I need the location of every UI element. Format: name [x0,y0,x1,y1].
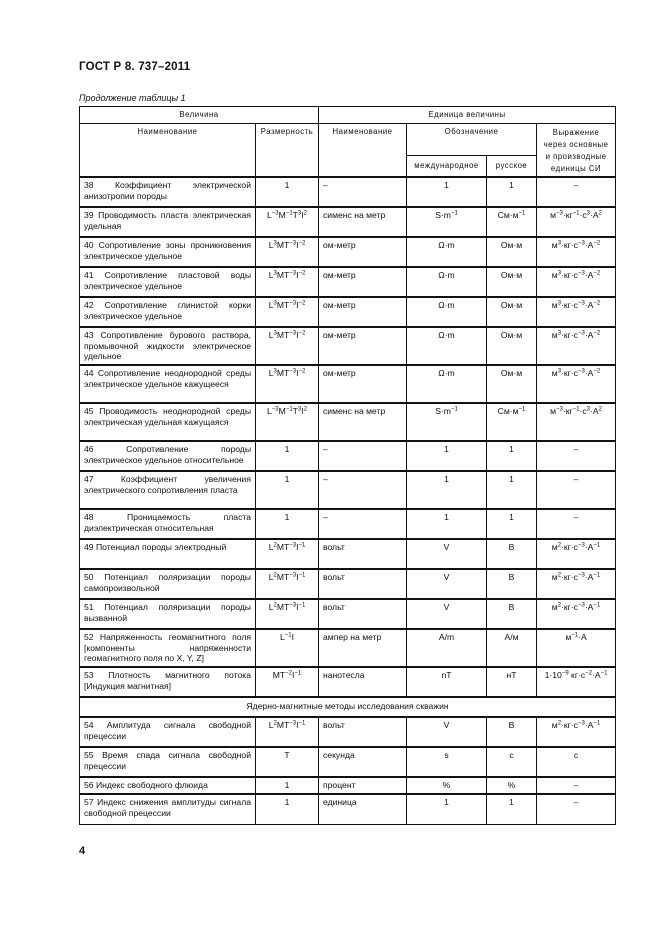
table-row [80,629,616,667]
quantity-name-cell: 50 Потенциал поляризации породы самопроизвольной [80,569,256,599]
quantity-name-cell: 45 Проводимость неоднородной среды электрическая удельная кажущаяся [80,403,256,441]
dimension-cell: $L^2MT^{-3}I^{-1}$ [256,717,319,747]
quantity-name-cell: 44 Сопротивление неоднородной среды электрическое удельное кажущееся [80,365,256,403]
header-quantity: Величина [80,107,319,124]
russian-designation-cell: В [487,717,537,747]
russian-designation-cell: В [487,599,537,629]
russian-designation-cell: $См\cdot м^{-1}$ [487,403,537,441]
dimension-cell: $L^3MT^{-3}I^{-2}$ [256,365,319,403]
table-row [80,177,616,207]
table-row [80,237,616,267]
table-row [80,509,616,539]
header-unit-name: Наименование [319,124,407,178]
unit-name-cell: единица [319,794,407,824]
dimension-cell: T [256,747,319,777]
quantity-name-cell: 42 Сопротивление глинистой корки электрическое удельное [80,297,256,327]
russian-designation-cell: Ом·м [487,297,537,327]
table-row [80,569,616,599]
header-russian: русское [487,156,537,177]
table-row [80,794,616,824]
header-designation: Обозначение [407,124,537,156]
international-designation-cell: $S\cdot m^{-1}$ [407,207,487,237]
si-expression-cell: – [537,509,616,539]
table-row [80,667,616,697]
quantity-name-cell: 48 Проницаемость пласта диэлектрическая относительная [80,509,256,539]
si-expression-cell: – [537,471,616,509]
si-expression-cell: $м^3\cdot кг\cdot с^{-3}\cdot А^{-2}$ [537,267,616,297]
russian-designation-cell: Ом·м [487,327,537,365]
international-designation-cell: 1 [407,441,487,471]
unit-name-cell: процент [319,777,407,794]
unit-name-cell: ом-метр [319,365,407,403]
quantity-name-cell: 55 Время спада сигнала свободной прецессии [80,747,256,777]
unit-name-cell: вольт [319,599,407,629]
si-expression-cell: $м^{-1}\cdot А$ [537,629,616,667]
russian-designation-cell: % [487,777,537,794]
russian-designation-cell: 1 [487,177,537,207]
section-heading: Ядерно-магнитные методы исследования скважин [80,697,616,717]
si-expression-cell: $м^3\cdot кг\cdot с^{-3}\cdot А^{-2}$ [537,327,616,365]
russian-designation-cell: Ом·м [487,237,537,267]
russian-designation-cell: $См\cdot м^{-1}$ [487,207,537,237]
russian-designation-cell: Ом·м [487,365,537,403]
table-row [80,717,616,747]
table-row [80,267,616,297]
unit-name-cell: сименс на метр [319,207,407,237]
table-row [80,207,616,237]
quantity-name-cell: 39 Проводимость пласта электрическая удельная [80,207,256,237]
international-designation-cell: A/m [407,629,487,667]
quantity-name-cell: 43 Сопротивление бурового раствора, промывочной жидкости электрическое удельное [80,327,256,365]
dimension-cell: $MT^{-2}I^{-1}$ [256,667,319,697]
dimension-cell: $L^{-1}I$ [256,629,319,667]
si-expression-cell: $м^2\cdot кг\cdot с^{-3}\cdot А^{-1}$ [537,569,616,599]
quantity-name-cell: 46 Сопротивление породы электрическое удельное относительное [80,441,256,471]
dimension-cell: $L^3MT^{-3}I^{-2}$ [256,297,319,327]
si-expression-cell: – [537,441,616,471]
si-expression-cell: $м^2\cdot кг\cdot с^{-3}\cdot А^{-1}$ [537,539,616,569]
russian-designation-cell: В [487,539,537,569]
international-designation-cell: V [407,599,487,629]
si-expression-cell: – [537,177,616,207]
table-row [80,539,616,569]
table-continuation-caption: Продолжение таблицы 1 [79,93,186,103]
international-designation-cell: 1 [407,509,487,539]
si-expression-cell: $м^{-3}\cdot кг^{-1}\cdot с^3\cdot А^2$ [537,403,616,441]
dimension-cell: $L^2MT^{-3}I^{-1}$ [256,599,319,629]
si-expression-cell: $м^2\cdot кг\cdot с^{-3}\cdot А^{-1}$ [537,599,616,629]
unit-name-cell: ом-метр [319,297,407,327]
table-row [80,747,616,777]
table-row [80,777,616,794]
international-designation-cell: 1 [407,471,487,509]
unit-name-cell: сименс на метр [319,403,407,441]
table-row [80,403,616,441]
dimension-cell: 1 [256,509,319,539]
unit-name-cell: – [319,509,407,539]
dimension-cell: $L^3MT^{-3}I^{-2}$ [256,327,319,365]
unit-name-cell: вольт [319,539,407,569]
quantity-name-cell: 38 Коэффициент электрической анизотропии породы [80,177,256,207]
si-expression-cell: $м^3\cdot кг\cdot с^{-3}\cdot А^{-2}$ [537,297,616,327]
si-expression-cell: $м^2\cdot кг\cdot с^{-3}\cdot А^{-1}$ [537,717,616,747]
si-expression-cell: – [537,777,616,794]
russian-designation-cell: 1 [487,509,537,539]
unit-name-cell: – [319,441,407,471]
quantity-name-cell: 47 Коэффициент увеличения электрического сопротивления пласта [80,471,256,509]
russian-designation-cell: нТ [487,667,537,697]
si-expression-cell: – [537,794,616,824]
header-international: международное [407,156,487,177]
quantity-name-cell: 56 Индекс свободного флюида [80,777,256,794]
table-row [80,441,616,471]
quantity-name-cell: 41 Сопротивление пластовой воды электрическое удельное [80,267,256,297]
international-designation-cell: % [407,777,487,794]
table-row [80,599,616,629]
international-designation-cell: nT [407,667,487,697]
unit-name-cell: нанотесла [319,667,407,697]
document-title: ГОСТ Р 8. 737–2011 [79,61,191,73]
international-designation-cell: s [407,747,487,777]
russian-designation-cell: В [487,569,537,599]
unit-name-cell: секунда [319,747,407,777]
header-name: Наименование [80,124,256,178]
international-designation-cell: V [407,569,487,599]
header-dimension: Размерность [256,124,319,178]
unit-name-cell: ом-метр [319,267,407,297]
table-row [80,327,616,365]
unit-name-cell: – [319,177,407,207]
international-designation-cell: Ω·m [407,327,487,365]
dimension-cell: $L^2MT^{-3}I^{-1}$ [256,539,319,569]
international-designation-cell: Ω·m [407,365,487,403]
si-expression-cell: $м^3\cdot кг\cdot с^{-3}\cdot А^{-2}$ [537,365,616,403]
si-expression-cell: $м^3\cdot кг\cdot с^{-3}\cdot А^{-2}$ [537,237,616,267]
table-row [80,471,616,509]
unit-name-cell: ампер на метр [319,629,407,667]
international-designation-cell: Ω·m [407,237,487,267]
dimension-cell: $L^{-3}M^{-1}T^3I^2$ [256,403,319,441]
quantities-table [79,106,616,825]
unit-name-cell: вольт [319,569,407,599]
international-designation-cell: 1 [407,794,487,824]
unit-name-cell: ом-метр [319,237,407,267]
dimension-cell: $L^{-3}M^{-1}T^3I^2$ [256,207,319,237]
international-designation-cell: Ω·m [407,267,487,297]
international-designation-cell: $S\cdot m^{-1}$ [407,403,487,441]
si-expression-cell: $1\cdot 10^{-9}$ $кг\cdot с^{-2}\cdot А^{-1}$ [537,667,616,697]
dimension-cell: 1 [256,777,319,794]
quantity-name-cell: 52 Напряженность геомагнитного поля [компоненты напряженности геомагнитного поля по X, Y, Z] [80,629,256,667]
quantity-name-cell: 54 Амплитуда сигнала свободной прецессии [80,717,256,747]
unit-name-cell: ом-метр [319,327,407,365]
russian-designation-cell: 1 [487,441,537,471]
dimension-cell: 1 [256,794,319,824]
dimension-cell: $L^3MT^{-3}I^{-2}$ [256,267,319,297]
unit-name-cell: – [319,471,407,509]
page-number: 4 [79,845,86,857]
unit-name-cell: вольт [319,717,407,747]
si-expression-cell: $м^{-3}\cdot кг^{-1}\cdot с^3\cdot А^2$ [537,207,616,237]
table-row [80,365,616,403]
dimension-cell: 1 [256,441,319,471]
russian-designation-cell: Ом·м [487,267,537,297]
quantity-name-cell: 53 Плотность магнитного потока [Индукция магнитная] [80,667,256,697]
russian-designation-cell: А/м [487,629,537,667]
quantity-name-cell: 49 Потенциал породы электродный [80,539,256,569]
dimension-cell: 1 [256,177,319,207]
header-unit: Единица величины [319,107,616,124]
russian-designation-cell: с [487,747,537,777]
international-designation-cell: V [407,717,487,747]
dimension-cell: 1 [256,471,319,509]
russian-designation-cell: 1 [487,794,537,824]
international-designation-cell: 1 [407,177,487,207]
dimension-cell: $L^2MT^{-3}I^{-1}$ [256,569,319,599]
si-expression-cell: с [537,747,616,777]
quantity-name-cell: 40 Сопротивление зоны проникновения электрическое удельное [80,237,256,267]
quantity-name-cell: 51 Потенциал поляризации породы вызванной [80,599,256,629]
table-row [80,297,616,327]
header-si-expression: Выражение через основные и производные единицы СИ [537,124,616,178]
dimension-cell: $L^3MT^{-3}I^{-2}$ [256,237,319,267]
international-designation-cell: V [407,539,487,569]
russian-designation-cell: 1 [487,471,537,509]
quantity-name-cell: 57 Индекс снижения амплитуды сигнала свободной прецессии [80,794,256,824]
international-designation-cell: Ω·m [407,297,487,327]
